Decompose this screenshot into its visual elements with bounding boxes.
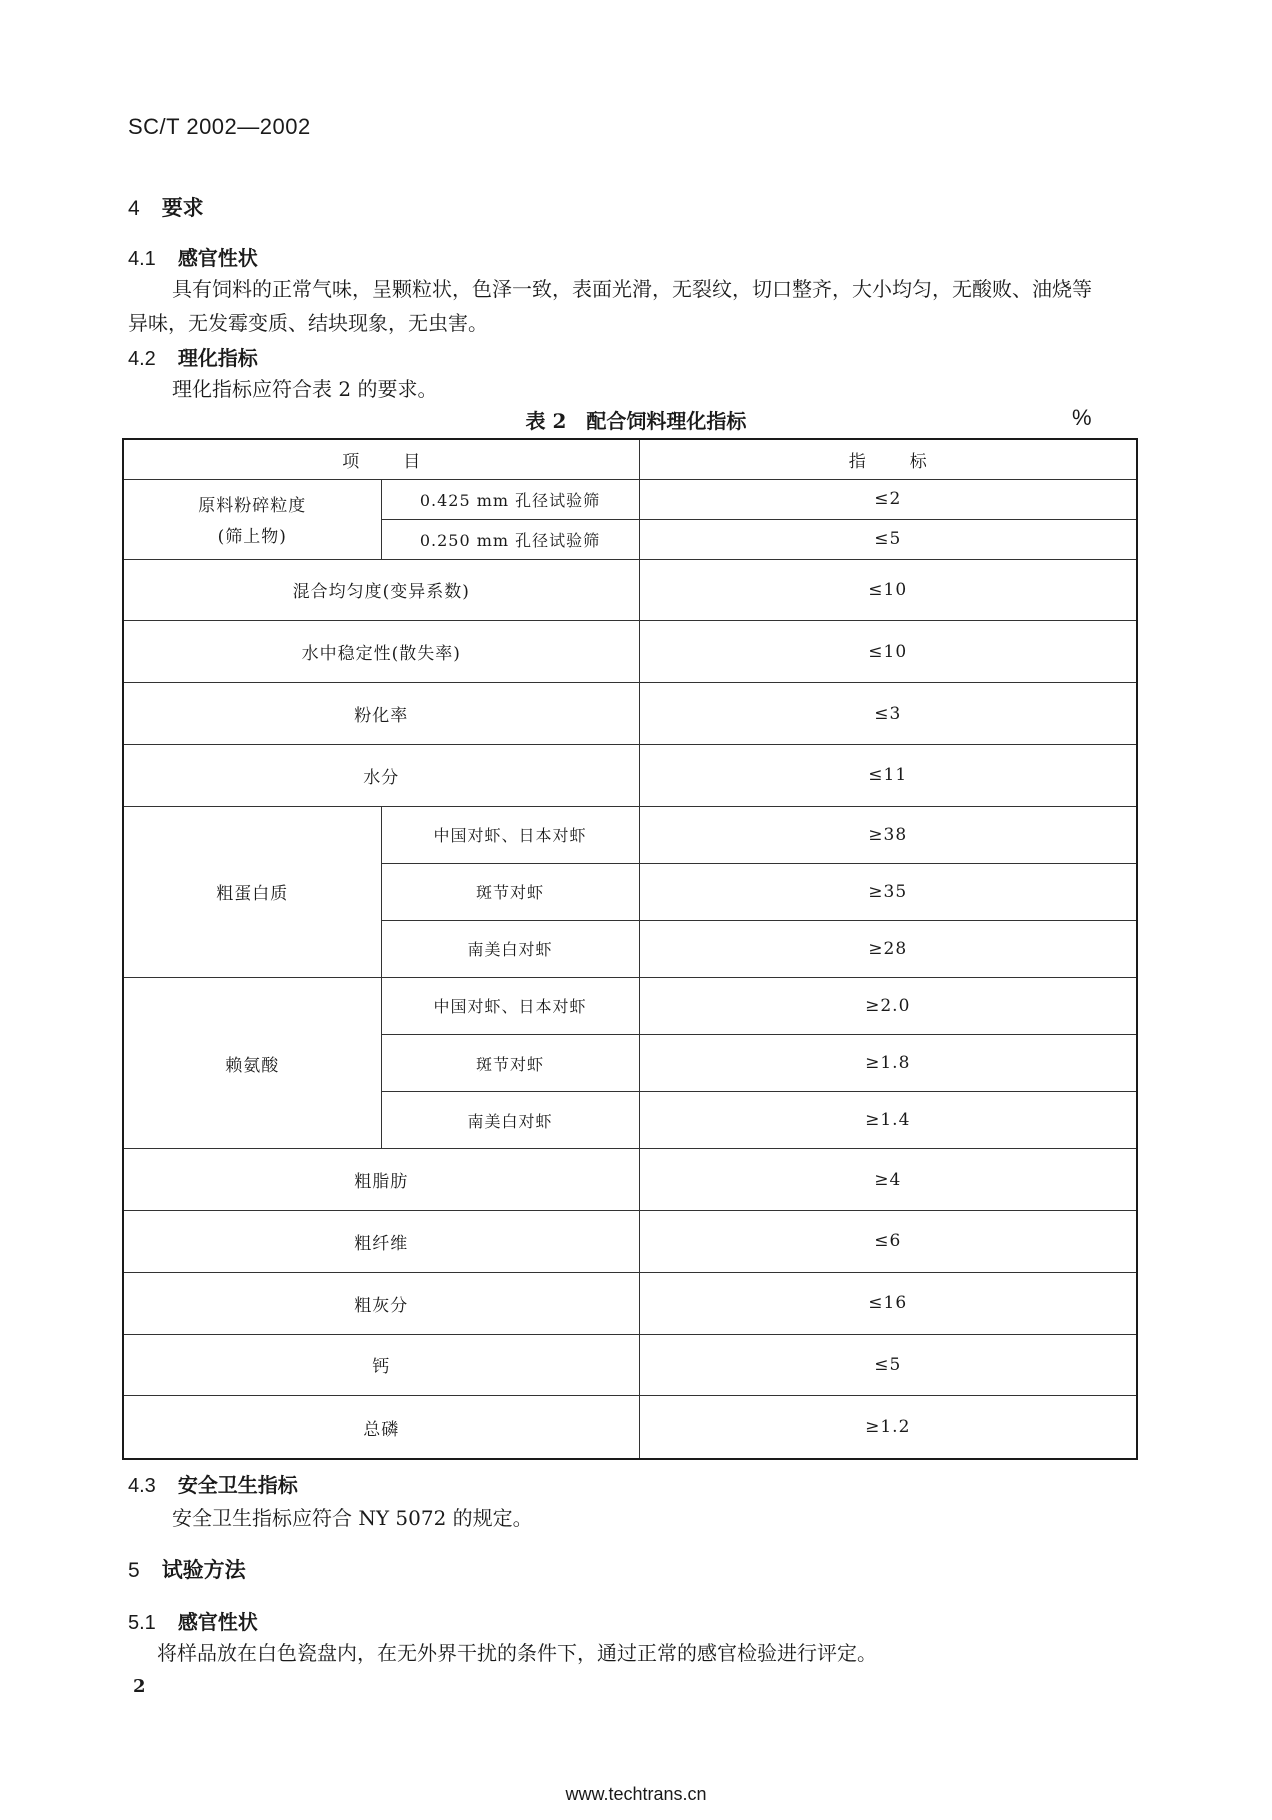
section-5-1-number: 5.1 (128, 1612, 156, 1634)
water-stability-value-cell: ≤10 (639, 621, 1137, 683)
particle-sub-cell: 0.425 mm 孔径试验筛 (381, 479, 639, 519)
section-4-3-heading (128, 1469, 298, 1498)
protein-label-cell: 粗蛋白质 (123, 806, 381, 977)
table-row (123, 1149, 1137, 1211)
footer-website: www.techtrans.cn (565, 1784, 707, 1804)
section-4-1-number: 4.1 (128, 248, 156, 270)
section-4-title: 要求 (161, 195, 204, 220)
particle-label-line2: (筛上物) (217, 527, 287, 547)
lysine-value-cell: ≥1.4 (639, 1092, 1137, 1149)
section-4-2-title: 理化指标 (177, 346, 258, 370)
table-row (123, 1334, 1137, 1396)
lysine-label-cell: 赖氨酸 (123, 977, 381, 1148)
lysine-sub-cell: 南美白对虾 (381, 1092, 639, 1149)
table-row (123, 1272, 1137, 1334)
protein-value-cell: ≥35 (639, 863, 1137, 920)
standard-code: SC/T 2002—2002 (128, 114, 311, 139)
pulverization-label-cell: 粉化率 (123, 683, 639, 745)
section-5-1-heading (128, 1606, 258, 1635)
lysine-sub-cell: 斑节对虾 (381, 1035, 639, 1092)
section-5-1-text: 将样品放在白色瓷盘内，在无外界干扰的条件下，通过正常的感官检验进行评定。 (157, 1641, 877, 1665)
section-4-number: 4 (128, 197, 140, 220)
section-4-3-number: 4.3 (128, 1475, 156, 1497)
spec-table (122, 438, 1138, 1460)
fiber-value-cell: ≤6 (639, 1210, 1137, 1272)
table-header-row (123, 439, 1137, 479)
fiber-label-cell: 粗纤维 (123, 1210, 639, 1272)
table-row (123, 1396, 1137, 1459)
protein-value-cell: ≥38 (639, 806, 1137, 863)
section-4-heading (128, 192, 204, 222)
table-row (123, 744, 1137, 806)
header-item-cell: 项目 (123, 439, 639, 479)
table-unit: % (1072, 405, 1092, 430)
ash-value-cell: ≤16 (639, 1272, 1137, 1334)
mixing-label-cell: 混合均匀度(变异系数) (123, 559, 639, 621)
protein-value-cell: ≥28 (639, 920, 1137, 977)
particle-label-line1: 原料粉碎粒度 (198, 496, 307, 516)
section-4-2-number: 4.2 (128, 348, 156, 370)
calcium-value-cell: ≤5 (639, 1334, 1137, 1396)
table-row (123, 559, 1137, 621)
section-4-1-title: 感官性状 (177, 246, 258, 270)
page-number: 2 (133, 1676, 146, 1697)
section-5-number: 5 (128, 1559, 140, 1582)
lysine-sub-cell: 中国对虾、日本对虾 (381, 977, 639, 1034)
calcium-label-cell: 钙 (123, 1334, 639, 1396)
lysine-value-cell: ≥1.8 (639, 1035, 1137, 1092)
table-caption: 表 2 配合饲料理化指标 (525, 409, 747, 433)
protein-sub-cell: 中国对虾、日本对虾 (381, 806, 639, 863)
fat-label-cell: 粗脂肪 (123, 1149, 639, 1211)
section-4-3-title: 安全卫生指标 (177, 1473, 298, 1497)
section-4-1-text-line1: 具有饲料的正常气味，呈颗粒状，色泽一致，表面光滑，无裂纹，切口整齐，大小均匀，无酸败、油烧等 (172, 277, 1092, 301)
table-row (123, 479, 1137, 519)
section-4-2-text: 理化指标应符合表 2 的要求。 (172, 377, 438, 401)
section-5-1-title: 感官性状 (177, 1610, 258, 1634)
moisture-value-cell: ≤11 (639, 744, 1137, 806)
phosphorus-label-cell: 总磷 (123, 1396, 639, 1459)
table-row (123, 1210, 1137, 1272)
ash-label-cell: 粗灰分 (123, 1272, 639, 1334)
table-row (123, 683, 1137, 745)
protein-sub-cell: 南美白对虾 (381, 920, 639, 977)
water-stability-label-cell: 水中稳定性(散失率) (123, 621, 639, 683)
pulverization-value-cell: ≤3 (639, 683, 1137, 745)
particle-sub-cell: 0.250 mm 孔径试验筛 (381, 519, 639, 559)
moisture-label-cell: 水分 (123, 744, 639, 806)
particle-value-cell: ≤2 (639, 479, 1137, 519)
section-4-1-text-line2: 异味，无发霉变质、结块现象，无虫害。 (128, 311, 488, 335)
phosphorus-value-cell: ≥1.2 (639, 1396, 1137, 1459)
mixing-value-cell: ≤10 (639, 559, 1137, 621)
table-row (123, 621, 1137, 683)
table-row (123, 806, 1137, 863)
particle-value-cell: ≤5 (639, 519, 1137, 559)
section-5-title: 试验方法 (161, 1557, 246, 1582)
header-value-cell: 指标 (639, 439, 1137, 479)
fat-value-cell: ≥4 (639, 1149, 1137, 1211)
table-row (123, 977, 1137, 1034)
section-4-1-heading (128, 242, 258, 271)
particle-label-cell (123, 479, 381, 559)
section-4-3-text: 安全卫生指标应符合 NY 5072 的规定。 (172, 1506, 533, 1530)
section-4-2-heading (128, 342, 258, 371)
protein-sub-cell: 斑节对虾 (381, 863, 639, 920)
section-5-heading (128, 1554, 246, 1584)
lysine-value-cell: ≥2.0 (639, 977, 1137, 1034)
